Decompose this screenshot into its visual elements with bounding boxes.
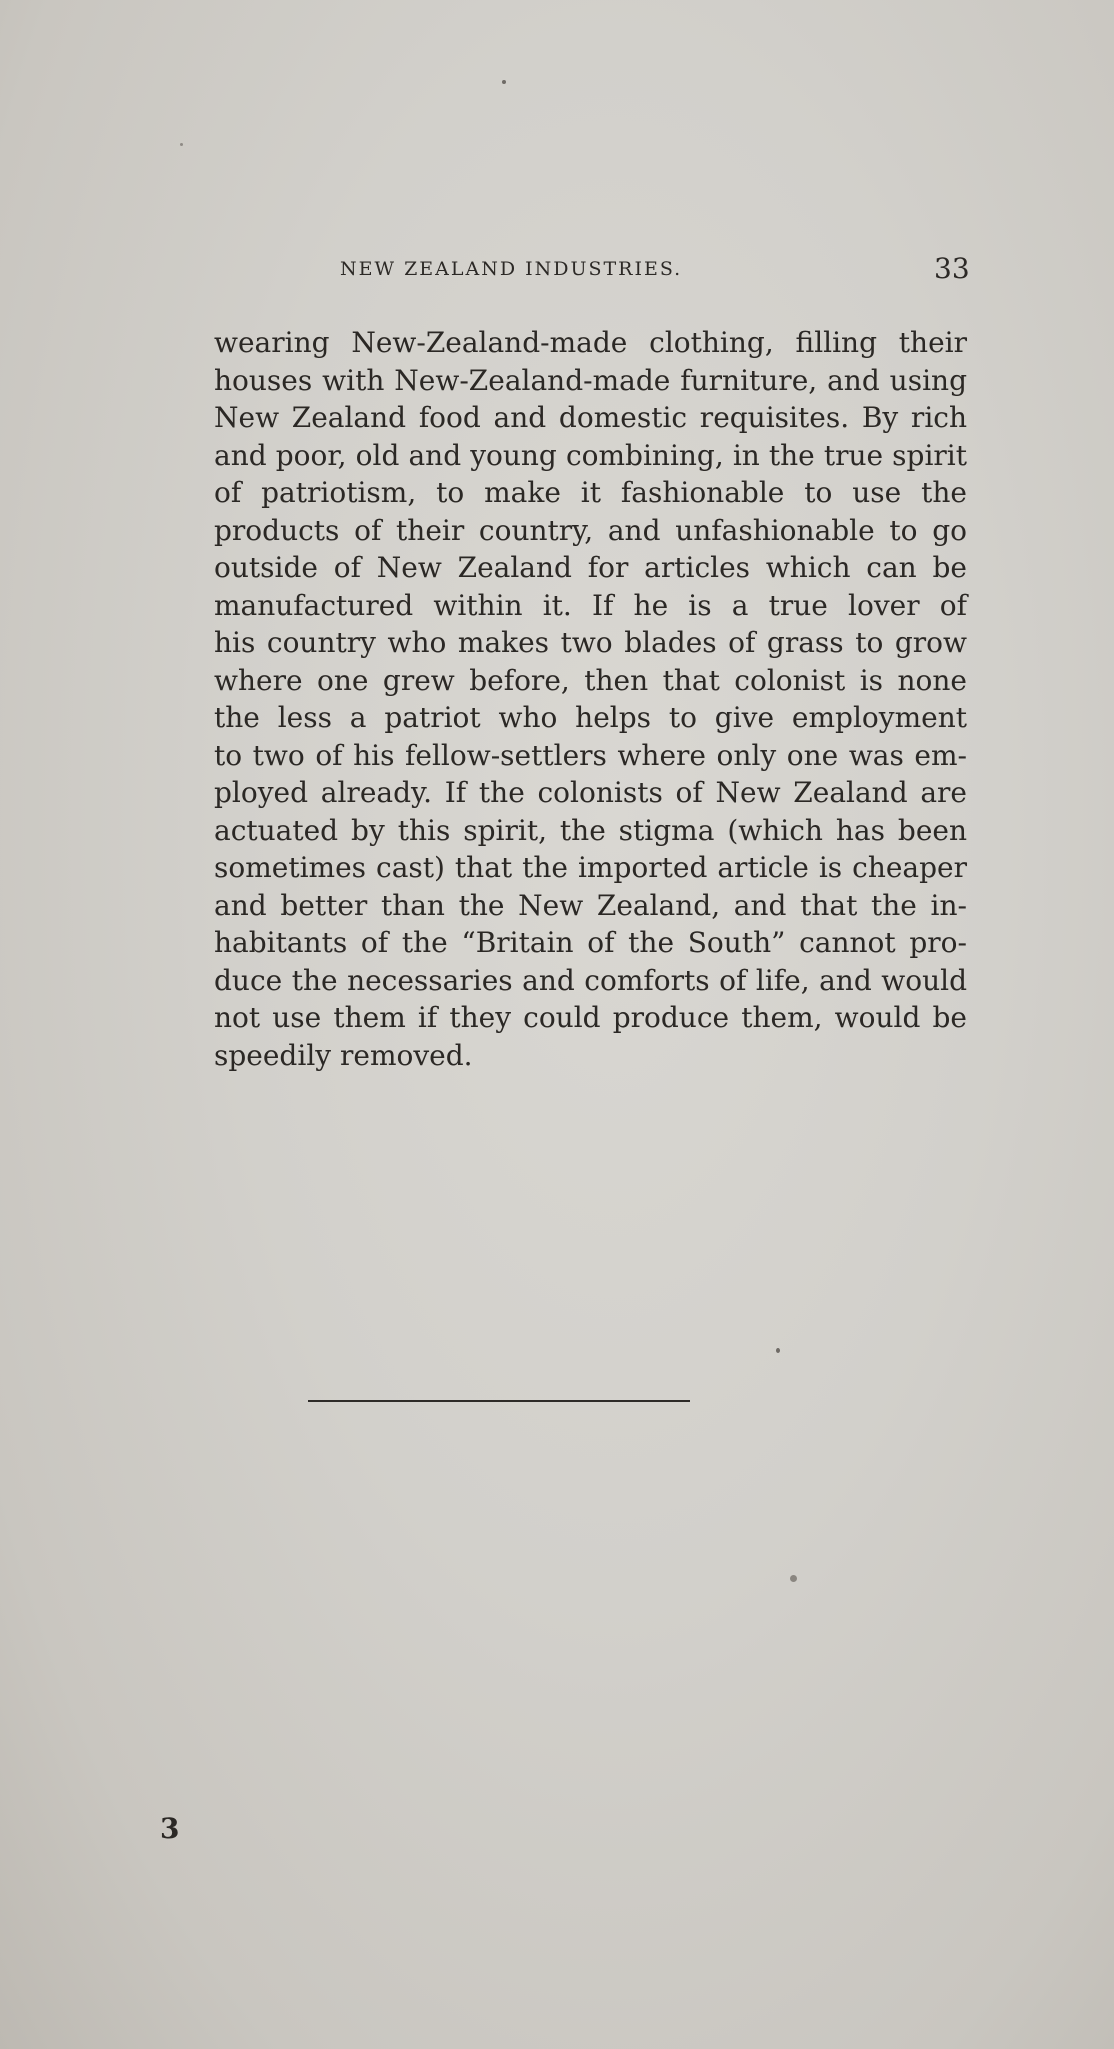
- page-number: 33: [934, 252, 970, 285]
- text-line: products of their country, and unfashionable to go: [214, 513, 967, 547]
- text-line: speedily removed.: [214, 1038, 473, 1072]
- paper-speck: [790, 1575, 797, 1582]
- section-end-rule: [308, 1400, 690, 1402]
- text-line: New Zealand food and domestic requisites. By rich: [214, 401, 967, 434]
- text-line: of patriotism, to make it fashionable to use the: [214, 476, 967, 509]
- text-line: outside of New Zealand for articles which can be: [214, 551, 967, 584]
- paper-speck: [502, 80, 506, 84]
- text-line: and better than the New Zealand, and that the in-: [214, 888, 967, 922]
- text-line: duce the necessaries and comforts of life, and would: [214, 963, 967, 997]
- text-line: wearing New-Zealand-made clothing, filling their: [214, 326, 967, 359]
- paper-speck: [776, 1348, 780, 1353]
- text-line: ployed already. If the colonists of New Zealand are: [214, 776, 967, 809]
- text-line: habitants of the “Britain of the South” cannot pro-: [214, 926, 967, 959]
- text-line: manufactured within it. If he is a true lover of: [214, 588, 967, 622]
- text-line: actuated by this spirit, the stigma (which has been: [214, 813, 967, 847]
- text-line: and poor, old and young combining, in the true spirit: [214, 438, 967, 472]
- running-title: NEW ZEALAND INDUSTRIES.: [340, 258, 683, 280]
- text-line: his country who makes two blades of grass to grow: [214, 626, 967, 659]
- text-line: the less a patriot who helps to give employment: [214, 701, 967, 734]
- text-line: not use them if they could produce them, would be: [214, 1001, 967, 1034]
- text-line: to two of his fellow-settlers where only one was em-: [214, 738, 967, 772]
- body-paragraph: [214, 324, 967, 1074]
- text-line: houses with New-Zealand-made furniture, and using: [214, 363, 967, 397]
- text-line: where one grew before, then that colonist is none: [214, 663, 967, 697]
- signature-mark: 3: [160, 1812, 180, 1845]
- text-line: sometimes cast) that the imported article is cheaper: [214, 851, 967, 884]
- paper-speck: [180, 143, 183, 146]
